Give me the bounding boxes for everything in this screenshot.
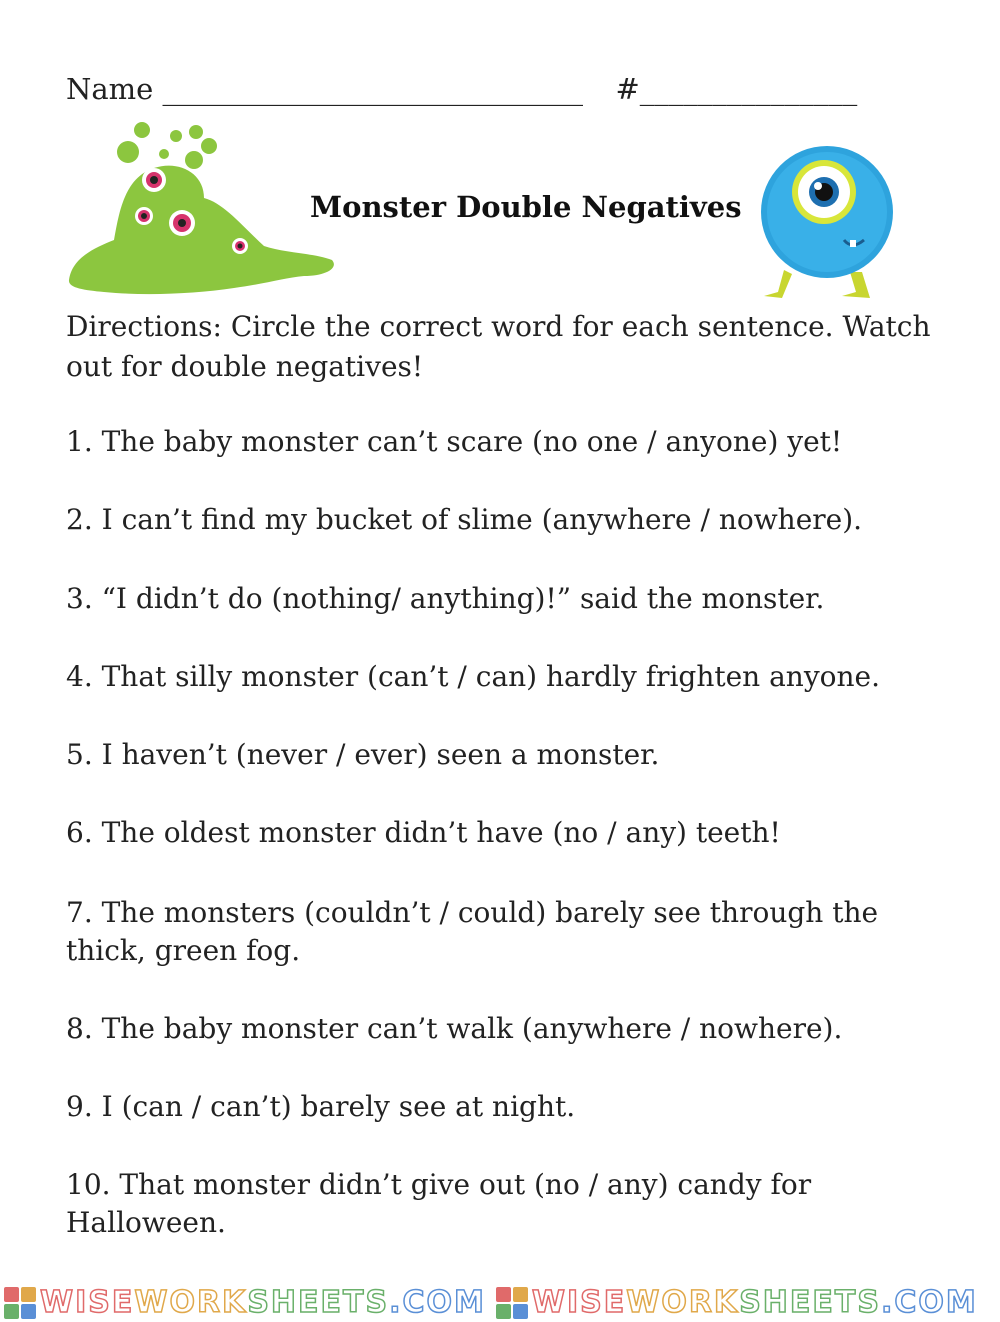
question-item: 10. That monster didn’t give out (no / any) candy for Halloween. xyxy=(66,1168,812,1239)
name-field-line[interactable]: _____________________________ xyxy=(162,72,584,106)
slime-monster-illustration xyxy=(64,118,339,300)
wiseworksheets-watermark xyxy=(0,1283,1000,1322)
question-item: 8. The baby monster can’t walk (anywhere / nowhere). xyxy=(66,1012,843,1045)
watermark-text: WISEWORKSHEETS.COM xyxy=(531,1285,978,1320)
watermark-text: WISEWORKSHEETS.COM xyxy=(40,1285,486,1320)
blue-monster-illustration xyxy=(752,140,902,302)
question-item: 5. I haven’t (never / ever) seen a monster. xyxy=(66,738,660,771)
number-label: # xyxy=(615,72,640,106)
question-item: 4. That silly monster (can’t / can) hardly frighten anyone. xyxy=(66,660,881,693)
worksheet-title: Monster Double Negatives xyxy=(310,190,742,224)
logo-mark-icon xyxy=(496,1287,528,1319)
question-item: 9. I (can / can’t) barely see at night. xyxy=(66,1090,576,1123)
number-field-line[interactable]: _______________ xyxy=(639,72,858,106)
question-item: 7. The monsters (couldn’t / could) barely see through the thick, green fog. xyxy=(66,896,879,967)
directions-text: Directions: Circle the correct word for each sentence. Watch out for double negatives! xyxy=(66,310,931,383)
name-label: Name xyxy=(66,72,163,106)
name-row xyxy=(66,72,857,106)
question-item: 1. The baby monster can’t scare (no one / anyone) yet! xyxy=(66,425,843,458)
question-item: 2. I can’t find my bucket of slime (anywhere / nowhere). xyxy=(66,503,863,536)
question-item: 6. The oldest monster didn’t have (no / any) teeth! xyxy=(66,816,781,849)
watermark-logo xyxy=(4,1285,486,1320)
question-item: 3. “I didn’t do (nothing/ anything)!” said the monster. xyxy=(66,582,825,615)
logo-mark-icon xyxy=(4,1287,36,1319)
watermark-logo xyxy=(496,1285,978,1320)
